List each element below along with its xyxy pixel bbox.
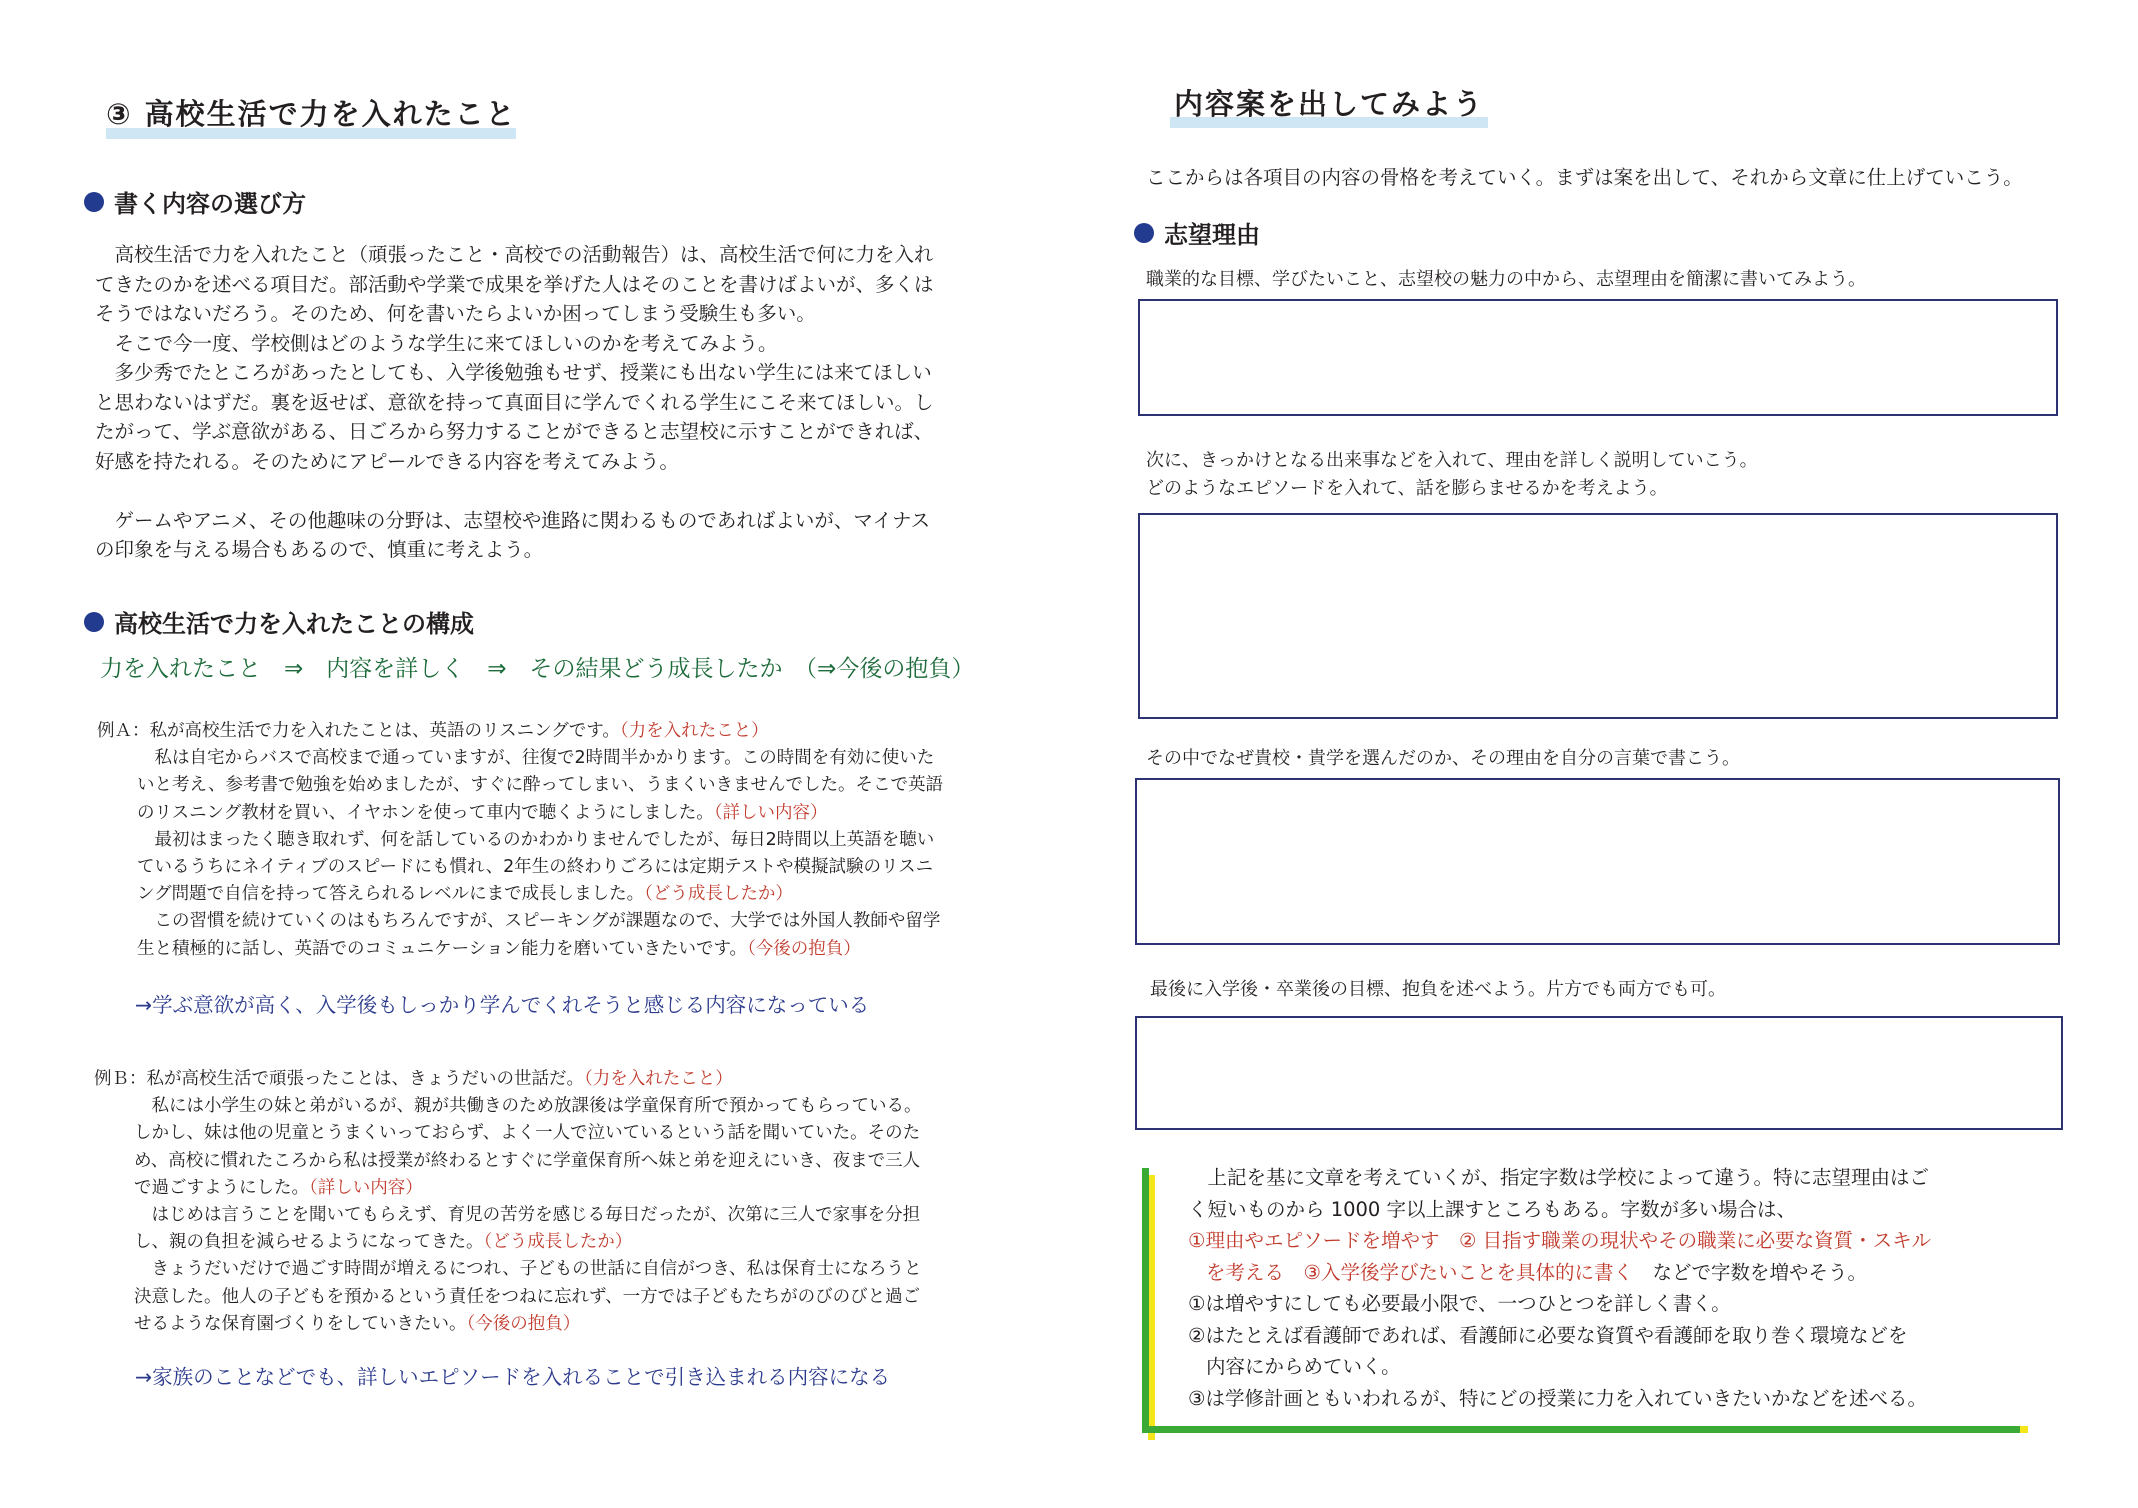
- example-a-conclusion: →学ぶ意欲が高く、入学後もしっかり学んでくれそうと感じる内容になっている: [135, 993, 870, 1017]
- example-b-head: 例Ｂ：私が高校生活で頑張ったことは、きょうだいの世話だ。（力を入れたこと）: [94, 1069, 733, 1089]
- note-line: ①は増やすにしても必要最小限で、一つひとつを詳しく書く。: [1188, 1292, 1731, 1315]
- example-a-body: 私は自宅からバスで高校まで通っていますが、往復で2時間半かかります。この時間を有効に使いた いと考え、参考書で勉強を始めましたが、すぐに酔ってしまい、うまくいきませんでした。そこで英語 のリスニング教材を買い、イヤホンを使って車内で聴くようにしました。（詳しい内容） 最初はまったく聴き取れず、何を話しているのかわかりませんでしたが、毎日2時間以上英語を聴い ているうちにネイティブのスピードにも慣れ、2年生の終わりごろには定期テストや模擬試験のリスニ ング問題で自信を持って答えられるレベルにまで成長しました。（どう成長したか） この習慣を続けていくのはもちろんですが、スピーキングが課題なので、大学では外国人教師や留学 生と積極的に話し、英語でのコミュニケーション能力を磨いていきたいです。（今後の抱負）: [137, 748, 944, 959]
- tag-label: （どう成長したか）: [644, 884, 793, 905]
- note-accent-yellow-vertical: [1148, 1175, 1155, 1440]
- answer-box-4[interactable]: [1135, 1016, 2063, 1130]
- example-b-conclusion: →家族のことなどでも、詳しいエピソードを入れることで引き込まれる内容になる: [135, 1365, 891, 1389]
- note-line: 内容にからめていく。: [1206, 1355, 1401, 1378]
- note-line: 上記を基に文章を考えていくが、指定字数は学校によって違う。特に志望理由はご: [1188, 1166, 1930, 1189]
- section-heading-text: 志望理由: [1164, 221, 1260, 249]
- tag-label: （今後の抱負）: [747, 938, 861, 959]
- section-heading-selection: [84, 184, 306, 219]
- answer-box-2[interactable]: [1138, 513, 2058, 719]
- example-a: [97, 718, 943, 963]
- prompt-3: その中でなぜ貴校・貴学を選んだのか、その理由を自分の言葉で書こう。: [1146, 748, 1740, 769]
- section-heading-motivation: [1134, 215, 1260, 250]
- structure-flow: 力を入れたこと ⇒ 内容を詳しく ⇒ その結果どう成長したか （⇒今後の抱負）: [100, 656, 975, 682]
- bullet-icon: [84, 612, 104, 632]
- right-intro-text: ここからは各項目の内容の骨格を考えていく。まずは案を出して、それから文章に仕上げていこう。: [1146, 166, 2023, 189]
- note-text: [1188, 1162, 1931, 1414]
- example-a-head: 例Ａ：私が高校生活で力を入れたことは、英語のリスニングです。（力を入れたこと）: [97, 721, 769, 741]
- note-accent-green-horizontal: [1142, 1426, 2020, 1433]
- tag-label: （力を入れたこと）: [619, 721, 769, 741]
- page-title-right: 内容案を出してみよう: [1174, 87, 1485, 121]
- prompt-1: 職業的な目標、学びたいこと、志望校の魅力の中から、志望理由を簡潔に書いてみよう。: [1146, 269, 1866, 290]
- example-b-body: 私には小学生の妹と弟がいるが、親が共働きのため放課後は学童保育所で預かってもらっている。 しかし、妹は他の児童とうまくいっておらず、よく一人で泣いているという話を聞いていた。そのた め、高校に慣れたころから私は授業が終わるとすぐに学童保育所へ妹と弟を迎えにいき、夜まで三人 で過ごすようにした。（詳しい内容） はじめは言うことを聞いてもらえず、育児の苦労を感じる毎日だったが、次第に三人で家事を分担 し、親の負担を減らせるようになってきた。（どう成長したか） きょうだいだけで過ごす時間が増えるにつれ、子どもの世話に自信がつき、私は保育士になろうと 決意した。他人の子どもを預かるという責任をつねに忘れず、一方では子どもたちがのびのびと過ご せるような保育園づくりをしていきたい。（今後の抱負）: [134, 1096, 922, 1334]
- bullet-icon: [84, 192, 104, 212]
- section-heading-text: 高校生活で力を入れたことの構成: [114, 610, 474, 638]
- example-b: [94, 1066, 922, 1338]
- note-line-red: ①理由やエピソードを増やす ② 目指す職業の現状やその職業に必要な資質・スキル: [1188, 1229, 1931, 1252]
- prompt-4: 最後に入学後・卒業後の目標、抱負を述べよう。片方でも両方でも可。: [1150, 979, 1726, 1000]
- note-line: く短いものから 1000 字以上課すところもある。字数が多い場合は、: [1188, 1197, 1797, 1221]
- note-line: ②はたとえば看護師であれば、看護師に必要な資質や看護師を取り巻く環境などを: [1188, 1323, 1908, 1347]
- tag-label: （どう成長したか）: [483, 1232, 633, 1253]
- prompt-2: 次に、きっかけとなる出来事などを入れて、理由を詳しく説明していこう。 どのようなエピソードを入れて、話を膨らませるかを考えよう。: [1146, 450, 1758, 499]
- answer-box-3[interactable]: [1135, 778, 2060, 945]
- note-accent-green-vertical: [1142, 1168, 1149, 1433]
- section-heading-structure: [84, 604, 474, 639]
- intro-paragraph: 高校生活で力を入れたこと（頑張ったこと・高校での活動報告）は、高校生活で何に力を入れ てきたのかを述べる項目だ。部活動や学業で成果を挙げた人はそのことを書けばよいが、多くは そうではないだろう。そのため、何を書いたらよいか困ってしまう受験生も多い。 そこで今一度、学校側はどのような学生に来てほしいのかを考えてみよう。 多少秀でたところがあったとしても、入学後勉強もせず、授業にも出ない学生には来てほしい と思わないはずだ。裏を返せば、意欲を持って真面目に学んでくれる学生にこそ来てほしい。し たがって、学ぶ意欲がある、日ごろから努力することができると志望校に示すことができれば、 好感を持たれる。そのためにアピールできる内容を考えてみよう。 ゲームやアニメ、その他趣味の分野は、志望校や進路に関わるものであればよいが、マイナス の印象を与える場合もあるので、慎重に考えよう。: [95, 243, 934, 561]
- tag-label: （力を入れたこと）: [584, 1069, 733, 1089]
- answer-box-1[interactable]: [1138, 299, 2058, 416]
- note-line: を考える ③入学後学びたいことを具体的に書く などで字数を増やそう。: [1206, 1260, 1867, 1284]
- tag-label: （詳しい内容）: [309, 1177, 423, 1198]
- tag-label: （詳しい内容）: [713, 802, 828, 823]
- tag-label: （今後の抱負）: [466, 1313, 581, 1334]
- page-title-left: ③ 高校生活で力を入れたこと: [106, 97, 517, 131]
- note-line: ③は学修計画ともいわれるが、特にどの授業に力を入れていきたいかなどを述べる。: [1188, 1386, 1927, 1410]
- section-heading-text: 書く内容の選び方: [114, 190, 306, 218]
- bullet-icon: [1134, 223, 1154, 243]
